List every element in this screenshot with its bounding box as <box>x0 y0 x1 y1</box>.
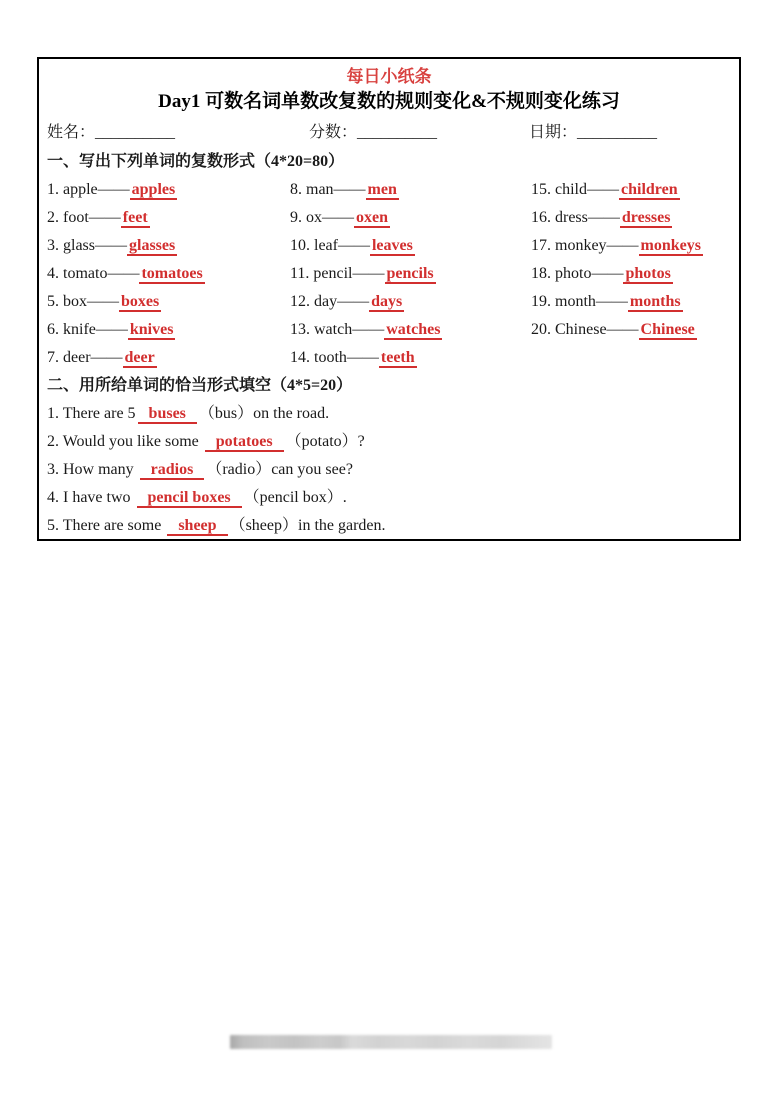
word-label: 14. tooth—— <box>290 349 379 366</box>
answer-text: Chinese <box>640 321 695 338</box>
sentence-post: （radio）can you see? <box>206 461 353 478</box>
word-item <box>290 176 531 204</box>
word-label: 20. Chinese—— <box>531 321 639 338</box>
info-fields-row <box>47 118 731 148</box>
word-item <box>47 204 290 232</box>
answer-text: glasses <box>129 237 176 254</box>
answer-text: teeth <box>380 349 415 366</box>
answer-text: months <box>629 293 681 310</box>
word-label: 8. man—— <box>290 181 366 198</box>
section1-heading: 一、写出下列单词的复数形式（4*20=80） <box>47 153 345 170</box>
word-label: 5. box—— <box>47 293 119 310</box>
date-blank: __________ <box>577 124 658 141</box>
word-label: 7. deer—— <box>47 349 123 366</box>
answer-text: feet <box>122 209 148 226</box>
word-item <box>290 204 531 232</box>
answer-text: monkeys <box>640 237 701 254</box>
word-item <box>531 288 731 316</box>
score-blank: __________ <box>357 124 438 141</box>
word-column-2 <box>290 176 531 372</box>
score-field <box>309 118 529 148</box>
word-item <box>47 260 290 288</box>
word-label: 10. leaf—— <box>290 237 370 254</box>
word-label: 6. knife—— <box>47 321 128 338</box>
word-item <box>47 176 290 204</box>
word-item <box>531 204 731 232</box>
answer-text: photos <box>625 265 671 282</box>
answer-text: children <box>621 181 678 198</box>
sentence-item <box>47 484 731 512</box>
brand-title: 每日小纸条 <box>346 67 432 86</box>
sentence-post: （bus）on the road. <box>198 405 330 422</box>
sentence-item <box>47 512 731 540</box>
word-label: 17. monkey—— <box>531 237 639 254</box>
watermark-blur <box>230 1035 552 1049</box>
answer-text: tomatoes <box>141 265 203 282</box>
section2-heading: 二、用所给单词的恰当形式填空（4*5=20） <box>47 377 353 394</box>
word-item <box>47 344 290 372</box>
word-item <box>290 344 531 372</box>
word-label: 19. month—— <box>531 293 628 310</box>
answer-text: oxen <box>356 209 388 226</box>
answer-text: knives <box>129 321 174 338</box>
word-item <box>531 316 731 344</box>
answer-text: pencil boxes <box>137 489 242 508</box>
sentence-post: （potato）? <box>285 433 365 450</box>
sentence-pre: 5. There are some <box>47 517 166 534</box>
answer-text: dresses <box>621 209 671 226</box>
answer-text: buses <box>138 405 197 424</box>
sentence-pre: 3. How many <box>47 461 138 478</box>
page-title: Day1 可数名词单数改复数的规则变化&不规则变化练习 <box>158 91 620 112</box>
word-label: 11. pencil—— <box>290 265 385 282</box>
word-label: 4. tomato—— <box>47 265 140 282</box>
word-item <box>47 316 290 344</box>
name-field <box>47 118 309 148</box>
name-blank: __________ <box>95 124 176 141</box>
answer-text: boxes <box>121 293 160 310</box>
word-item <box>531 232 731 260</box>
word-item <box>290 260 531 288</box>
word-label: 2. foot—— <box>47 209 121 226</box>
word-column-3 <box>531 176 731 372</box>
word-label: 12. day—— <box>290 293 370 310</box>
word-item <box>531 176 731 204</box>
word-label: 13. watch—— <box>290 321 385 338</box>
answer-text: deer <box>124 349 155 366</box>
score-label: 分数： <box>309 124 358 141</box>
word-label: 16. dress—— <box>531 209 620 226</box>
word-column-1 <box>47 176 290 372</box>
answer-text: leaves <box>371 237 413 254</box>
answer-text: watches <box>386 321 441 338</box>
sentence-post: （sheep）in the garden. <box>229 517 386 534</box>
date-label: 日期： <box>529 124 578 141</box>
sentence-post: （pencil box）. <box>243 489 347 506</box>
word-label: 3. glass—— <box>47 237 127 254</box>
answer-text: days <box>371 293 403 310</box>
word-item <box>47 288 290 316</box>
answer-text: apples <box>131 181 176 198</box>
answer-text: sheep <box>167 517 227 536</box>
sentence-pre: 4. I have two <box>47 489 135 506</box>
worksheet-frame <box>37 57 741 541</box>
name-label: 姓名： <box>47 124 96 141</box>
word-item <box>47 232 290 260</box>
word-item <box>531 260 731 288</box>
word-item <box>290 232 531 260</box>
word-label: 1. apple—— <box>47 181 130 198</box>
sentence-pre: 1. There are 5 <box>47 405 136 422</box>
word-label: 15. child—— <box>531 181 619 198</box>
answer-text: radios <box>140 461 205 480</box>
word-label: 9. ox—— <box>290 209 354 226</box>
answer-text: men <box>367 181 397 198</box>
sentence-item <box>47 456 731 484</box>
word-item <box>290 316 531 344</box>
sentence-pre: 2. Would you like some <box>47 433 203 450</box>
answer-text: pencils <box>386 265 434 282</box>
word-label: 18. photo—— <box>531 265 624 282</box>
section2-sentences <box>47 400 731 540</box>
date-field <box>529 118 731 148</box>
sentence-item <box>47 428 731 456</box>
section1-word-grid <box>47 176 731 372</box>
answer-text: potatoes <box>205 433 284 452</box>
sentence-item <box>47 400 731 428</box>
word-item <box>290 288 531 316</box>
